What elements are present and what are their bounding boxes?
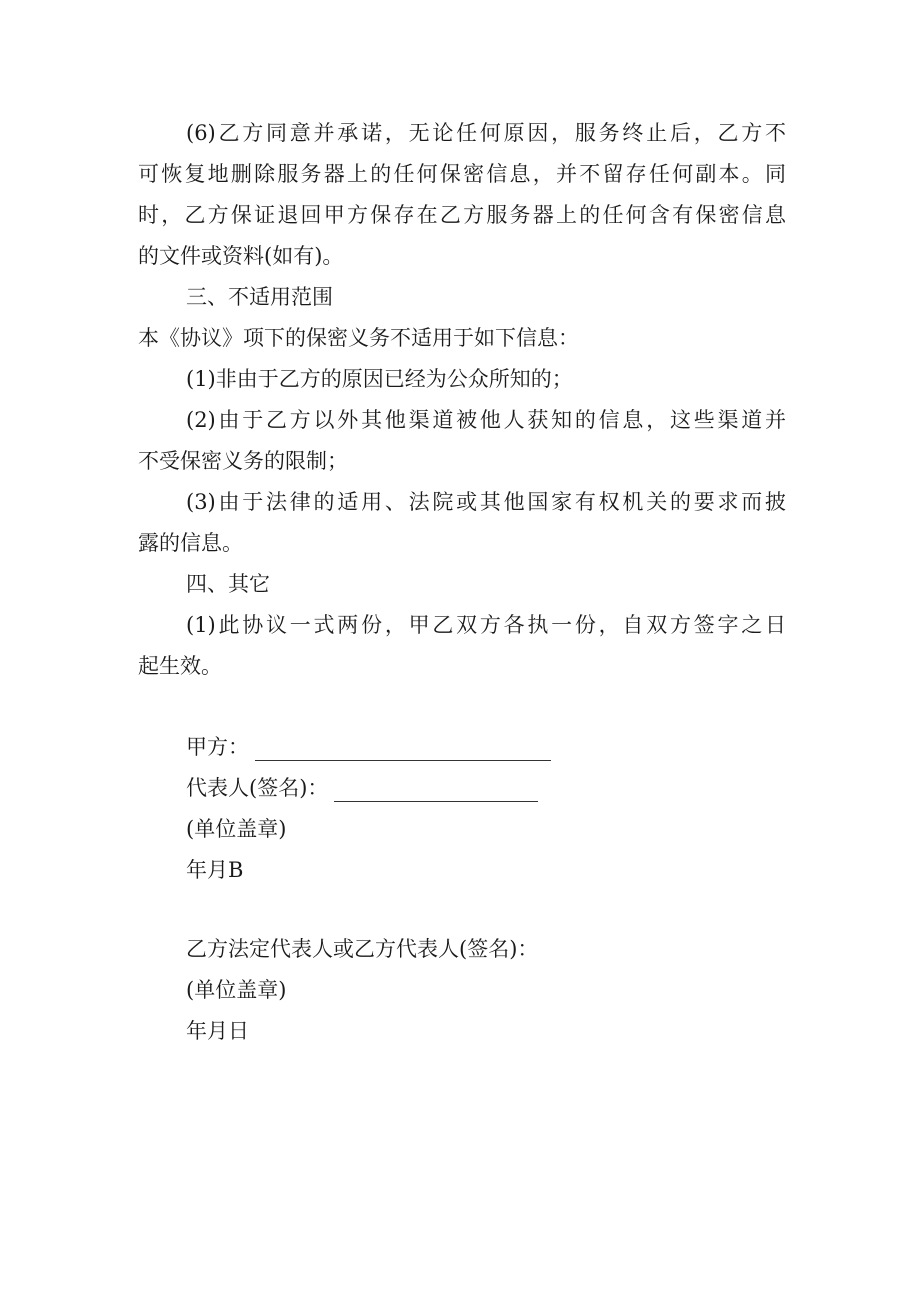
- party-b-date: 年月日: [186, 1019, 249, 1043]
- section-3-heading: 三、不适用范围: [186, 285, 333, 309]
- party-a-representative-signature-line[interactable]: [334, 781, 538, 802]
- party-b-seal: (单位盖章): [186, 978, 287, 1002]
- section-4-heading: 四、其它: [186, 572, 270, 596]
- section-4-item-1-line-1: (1)此协议一式两份，甲乙双方各执一份，自双方签字之日: [186, 613, 786, 637]
- party-a-representative-label: 代表人(签名)：: [186, 776, 329, 800]
- section-4-item-1-line-2: 起生效。: [138, 654, 222, 678]
- section-3-item-1: (1)非由于乙方的原因已经为公众所知的；: [186, 367, 573, 391]
- section-3-item-2-line-2: 不受保密义务的限制；: [138, 449, 348, 473]
- section-3-intro: 本《协议》项下的保密义务不适用于如下信息：: [138, 326, 579, 350]
- party-a-signature-line[interactable]: [255, 740, 551, 761]
- clause-6-line-2: 可恢复地删除服务器上的任何保密信息，并不留存任何副本。同: [138, 162, 786, 186]
- party-b-representative-label: 乙方法定代表人或乙方代表人(签名)：: [186, 937, 539, 961]
- party-a-label: 甲方：: [186, 735, 249, 759]
- clause-6-line-3: 时，乙方保证退回甲方保存在乙方服务器上的任何含有保密信息: [138, 203, 786, 227]
- section-3-item-2-line-1: (2)由于乙方以外其他渠道被他人获知的信息，这些渠道并: [186, 408, 786, 432]
- party-a-representative-row: [186, 774, 538, 802]
- party-a-date: 年月B: [186, 858, 244, 882]
- clause-6-line-4: 的文件或资料(如有)。: [138, 244, 344, 268]
- section-3-item-3-line-1: (3)由于法律的适用、法院或其他国家有权机关的要求而披: [186, 490, 786, 514]
- section-3-item-3-line-2: 露的信息。: [138, 531, 243, 555]
- party-a-signature-row: [186, 733, 551, 761]
- party-a-seal: (单位盖章): [186, 817, 287, 841]
- clause-6-line-1: (6)乙方同意并承诺，无论任何原因，服务终止后，乙方不: [186, 121, 786, 145]
